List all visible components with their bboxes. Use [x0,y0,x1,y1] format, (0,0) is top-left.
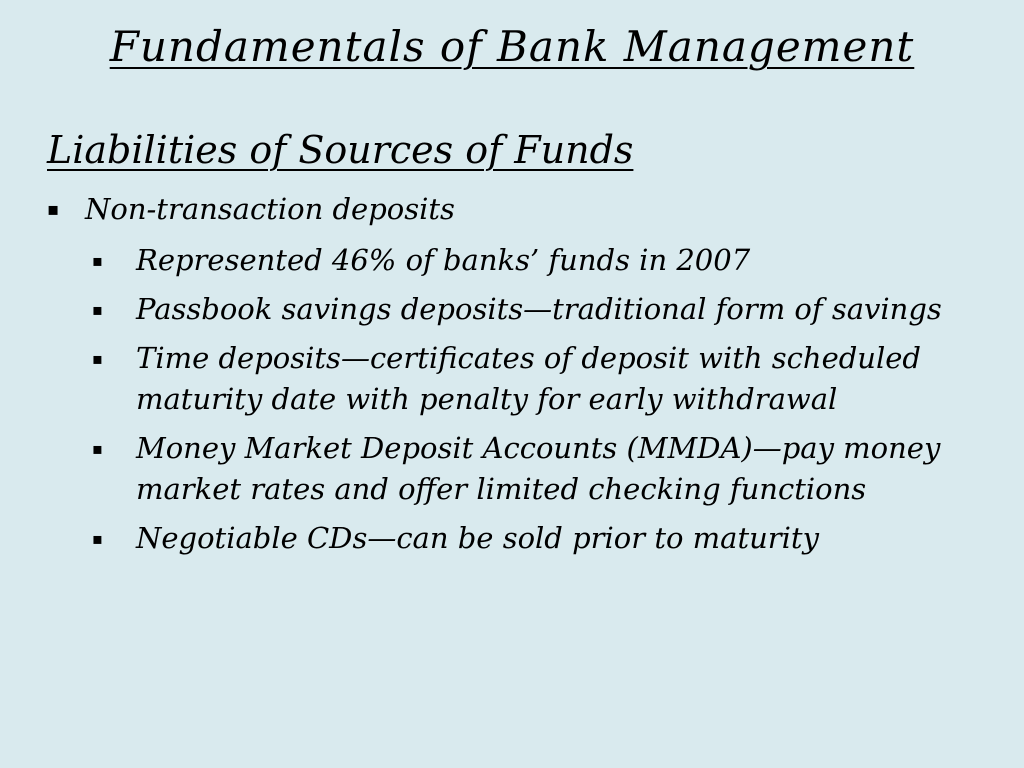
sub-bullet-item [92,289,992,330]
bullet-item-level1 [47,192,455,226]
bullet-text: Time deposits—certificates of deposit with scheduled maturity date with penalty for early withdrawal [136,341,921,416]
bullet-icon: ▪ [92,300,103,319]
bullet-icon: ▪ [92,529,103,548]
sub-bullet-list [92,240,992,567]
bullet-text: Passbook savings deposits—traditional form of savings [136,292,942,326]
sub-bullet-item [92,518,992,559]
slide-title: Fundamentals of Bank Management [109,22,915,71]
section-heading: Liabilities of Sources of Funds [47,128,634,172]
bullet-icon: ▪ [92,439,103,458]
bullet-text: Represented 46% of banks’ funds in 2007 [136,243,751,277]
sub-bullet-item [92,240,992,281]
sub-bullet-item [92,338,992,420]
sub-bullet-item [92,428,992,510]
bullet-text: Negotiable CDs—can be sold prior to maturity [136,521,819,555]
bullet-text: Money Market Deposit Accounts (MMDA)—pay money market rates and offer limited checking functions [136,431,941,506]
bullet-icon: ▪ [92,251,103,270]
bullet-text: Non-transaction deposits [85,192,455,226]
bullet-icon: ▪ [92,349,103,368]
bullet-icon: ▪ [47,199,60,220]
